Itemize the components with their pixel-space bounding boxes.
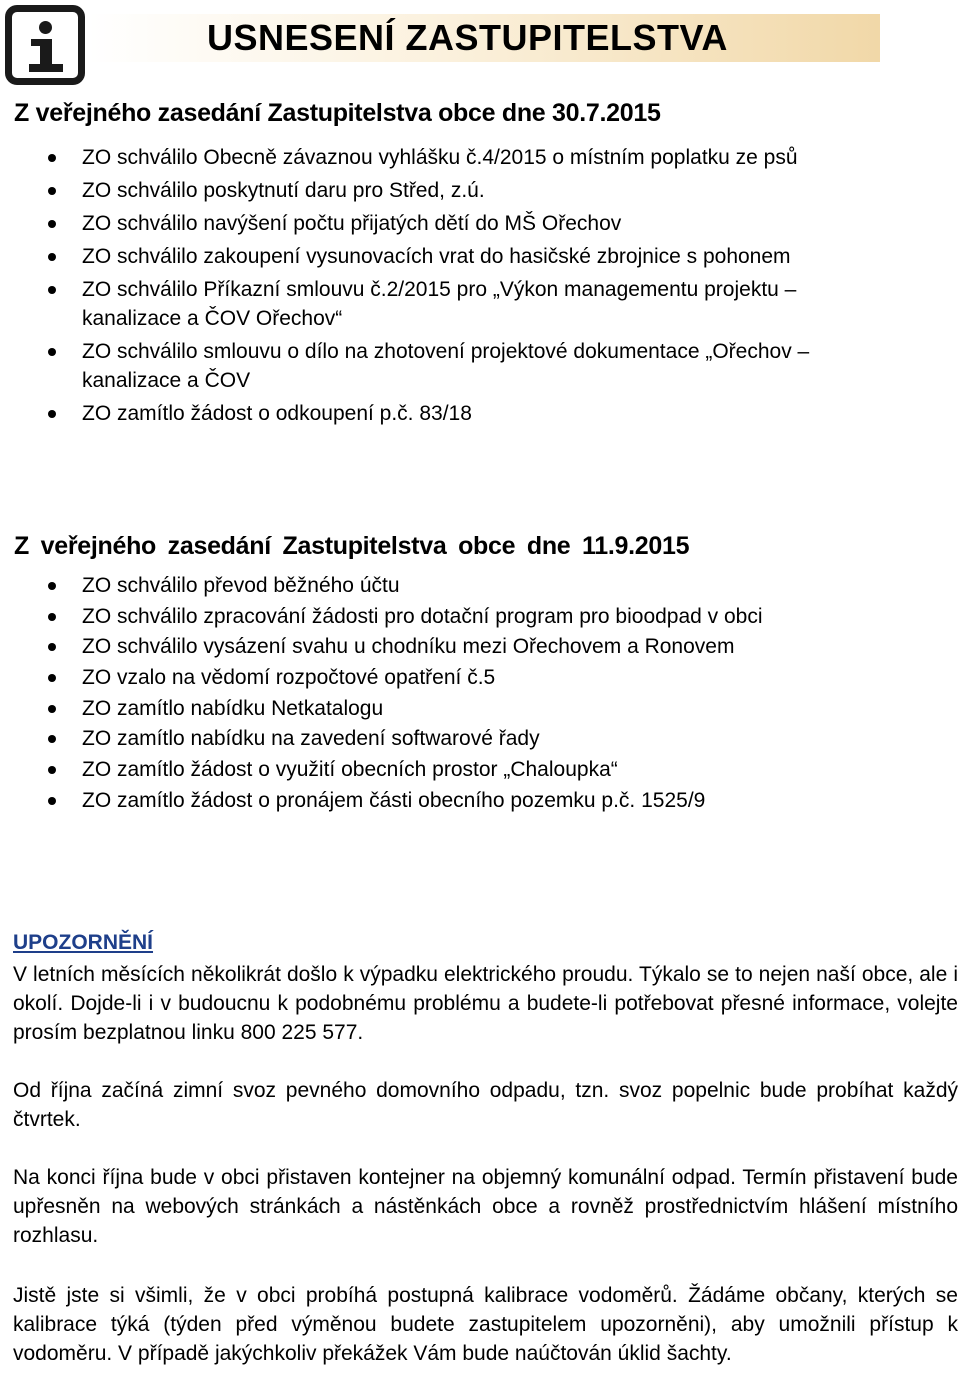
list-item-text: ZO schválilo Příkazní smlouvu č.2/2015 pro „Výkon managementu projektu –	[82, 278, 797, 301]
list-item	[0, 756, 763, 784]
list-item-text: ZO vzalo na vědomí rozpočtové opatření č.5	[82, 666, 496, 690]
notice-paragraph: Jistě jste si všimli, že v obci probíhá postupná kalibrace vodoměrů. Žádáme občany, kterých se kalibrace týká (týden před výměnou budete zastupitelem upozorněni), aby umožnili přístup k vodoměru. V případě jakýchkoliv překážek Vám bude naúčtován úklid šachty.	[13, 1284, 958, 1365]
bullet-icon	[48, 582, 56, 590]
info-icon-dot	[39, 21, 52, 34]
list-item-text: ZO schválilo vysázení svahu u chodníku mezi Ořechovem a Ronovem	[82, 635, 735, 659]
notice-paragraph: Od října začíná zimní svoz pevného domovního odpadu, tzn. svoz popelnic bude probíhat každý čtvrtek.	[13, 1079, 958, 1131]
page-title: USNESENÍ ZASTUPITELSTVA	[207, 17, 728, 58]
info-icon-serif-bottom	[29, 64, 63, 72]
bullet-icon	[48, 187, 56, 195]
notice-paragraph: Na konci října bude v obci přistaven kontejner na objemný komunální odpad. Termín přistavení bude upřesněn na webových stránkách a nástěnkách obce a rovněž prostřednictvím hlášení místního rozhlasu.	[13, 1166, 958, 1247]
list-item-text: ZO zamítlo žádost o využití obecních prostor „Chaloupka“	[82, 758, 618, 782]
section-1-list	[0, 143, 809, 432]
bullet-icon	[48, 674, 56, 682]
list-item	[0, 695, 763, 723]
bullet-icon	[48, 735, 56, 743]
bullet-icon	[48, 410, 56, 418]
list-item-continuation	[0, 366, 809, 395]
list-item-continuation	[0, 304, 809, 333]
list-item-text: ZO schválilo navýšení počtu přijatých dětí do MŠ Ořechov	[82, 212, 622, 235]
info-icon	[5, 5, 85, 85]
list-item-text: ZO schválilo zakoupení vysunovacích vrat do hasičské zbrojnice s pohonem	[82, 245, 791, 268]
section-2-list	[0, 572, 763, 818]
bullet-icon	[48, 613, 56, 621]
list-item	[0, 603, 763, 631]
bullet-icon	[48, 348, 56, 356]
list-item	[0, 664, 763, 692]
list-item-text: ZO schválilo smlouvu o dílo na zhotovení projektové dokumentace „Ořechov –	[82, 340, 810, 363]
list-item-text: ZO schválilo poskytnutí daru pro Střed, z.ú.	[82, 179, 485, 202]
list-item	[0, 572, 763, 600]
bullet-icon	[48, 766, 56, 774]
list-item-text: ZO zamítlo nabídku na zavedení softwarové řady	[82, 727, 540, 751]
bullet-icon	[48, 154, 56, 162]
list-item	[0, 209, 809, 238]
list-item	[0, 242, 809, 271]
list-item-text: ZO schválilo převod běžného účtu	[82, 574, 400, 597]
list-item	[0, 399, 809, 428]
list-item-text: ZO zamítlo žádost o odkoupení p.č. 83/18	[82, 402, 472, 425]
bullet-icon	[48, 220, 56, 228]
list-item	[0, 787, 763, 815]
notice-heading: UPOZORNĚNÍ	[13, 931, 154, 954]
bullet-icon	[48, 253, 56, 261]
list-item-text: kanalizace a ČOV Ořechov“	[82, 307, 343, 330]
list-item-text: ZO zamítlo žádost o pronájem části obecního pozemku p.č. 1525/9	[82, 788, 706, 812]
section-1-heading: Z veřejného zasedání Zastupitelstva obce dne 30.7.2015	[14, 99, 661, 127]
list-item-text: kanalizace a ČOV	[82, 369, 251, 392]
notice-paragraph: V letních měsících několikrát došlo k výpadku elektrického proudu. Týkalo se to nejen naší obce, ale i okolí. Dojde-li i v budoucnu k podobnému problému a budete-li potřebovat přesné informace, volejte prosím bezplatnou linku 800 225 577.	[13, 963, 958, 1044]
list-item	[0, 337, 809, 366]
bullet-icon	[48, 286, 56, 294]
list-item	[0, 176, 809, 205]
section-2-heading: Z veřejného zasedání Zastupitelstva obce dne 11.9.2015	[14, 532, 690, 560]
list-item	[0, 725, 763, 753]
list-item-text: ZO schválilo Obecně závaznou vyhlášku č.4/2015 o místním poplatku ze psů	[82, 146, 798, 169]
bullet-icon	[48, 643, 56, 651]
list-item	[0, 633, 763, 661]
list-item	[0, 143, 809, 172]
list-item-text: ZO schválilo zpracování žádosti pro dotační program pro bioodpad v obci	[82, 604, 763, 628]
bullet-icon	[48, 797, 56, 805]
bullet-icon	[48, 705, 56, 713]
list-item-text: ZO zamítlo nabídku Netkatalogu	[82, 696, 384, 720]
list-item	[0, 275, 809, 304]
